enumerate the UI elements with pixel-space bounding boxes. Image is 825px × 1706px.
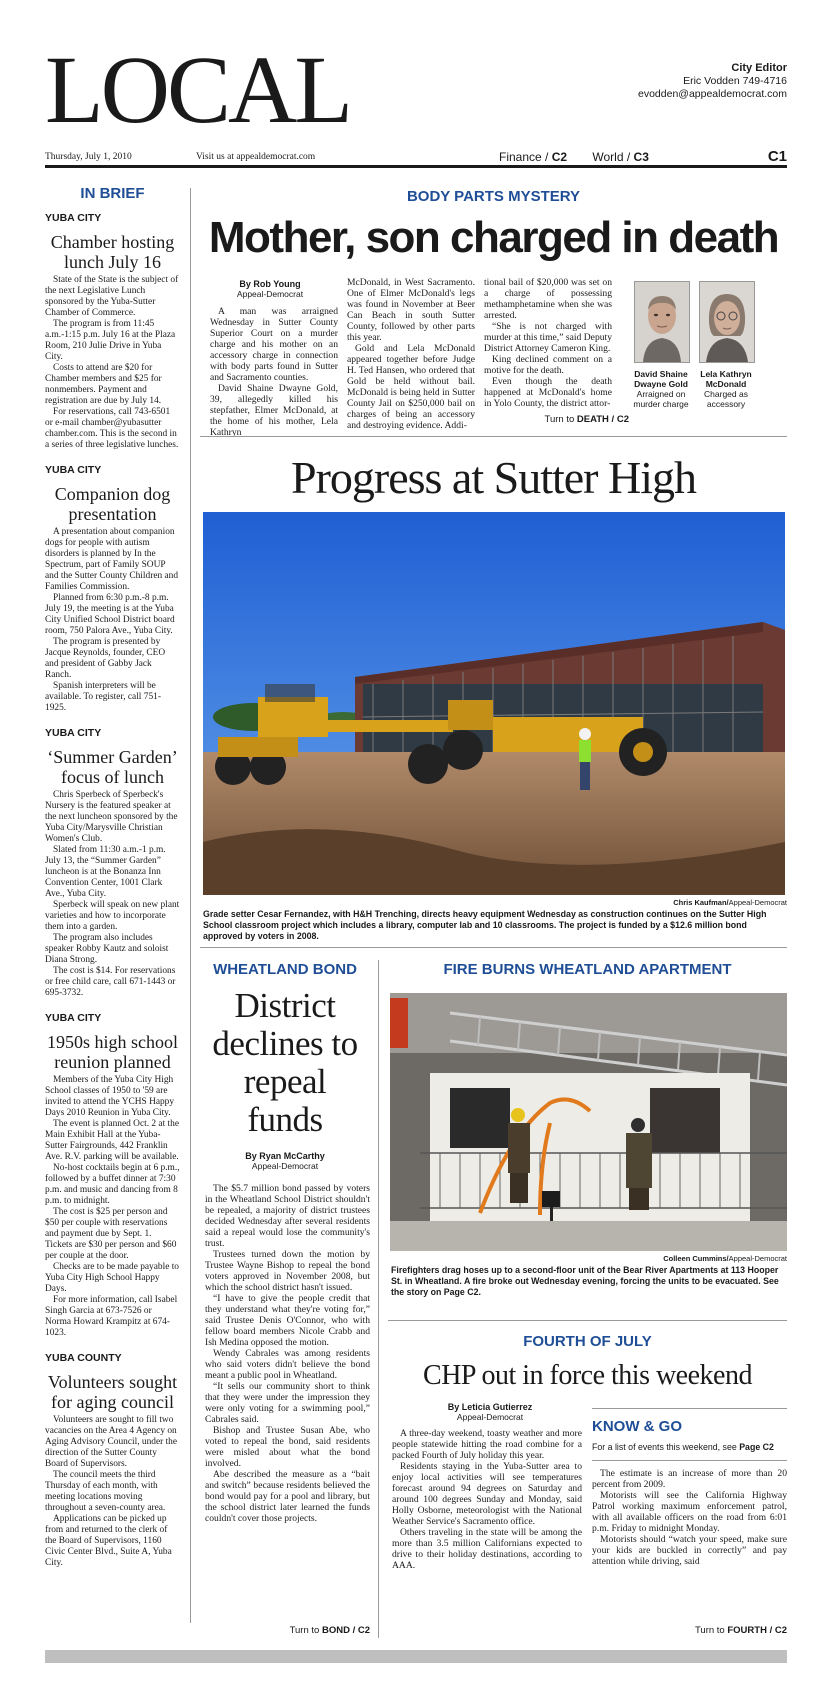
story-paragraph: Volunteers are sought to fill two vacancies on the Area 4 Agency on Aging Advisory Council, under the direction of the Sutter County Board of Supervisors. xyxy=(45,1415,178,1469)
section-refs xyxy=(499,150,671,164)
footer-bar xyxy=(45,1650,787,1663)
brief-body xyxy=(45,1415,180,1569)
story-paragraph: Trustees turned down the motion by Trustee Wayne Bishop to repeal the bond voters approved in November 2008, but which the school district hasn't issued. xyxy=(205,1249,370,1293)
feature-bottom-rule xyxy=(200,947,787,948)
story-paragraph: Costs to attend are $20 for Chamber members and $25 for nonmembers. Payment and registration are due by July 14. xyxy=(45,363,162,406)
story-paragraph: Slated from 11:30 a.m.-1 p.m. July 13, the “Summer Garden” luncheon is at the Bonanza Inn Convention Center, 1001 Clark Ave., Yuba City. xyxy=(45,845,166,899)
brief-body xyxy=(45,790,180,999)
story-paragraph: The program also includes speaker Robby Kautz and soloist Diana Strong. xyxy=(45,933,169,965)
section-masthead: LOCAL xyxy=(45,36,350,143)
issue-date: Thursday, July 1, 2010 xyxy=(45,152,132,162)
in-brief-kicker: IN BRIEF xyxy=(80,185,145,202)
fire-kicker: FIRE BURNS WHEATLAND APARTMENT xyxy=(443,961,732,978)
wheatland-headline[interactable]: District declines to repeal funds xyxy=(212,986,358,1139)
story-paragraph: King declined comment on a motive for the death. xyxy=(484,354,612,376)
july4-kicker: FOURTH OF JULY xyxy=(523,1333,652,1350)
story-paragraph: Others traveling in the state will be among the more than 3.5 million Californians expected to drive to their holiday destinations, according to AAA. xyxy=(392,1527,582,1571)
brief-headline[interactable]: ‘Summer Garden’ focus of lunch xyxy=(47,747,178,787)
brief-headline[interactable]: Chamber hosting lunch July 16 xyxy=(50,232,175,272)
story-paragraph: Motorists will see the California Highway Patrol working maximum enforcement patrol, with all available officers on the road from 6:01 p.m. Friday to midnight Monday. xyxy=(592,1490,787,1534)
fire-photo xyxy=(390,993,787,1251)
in-brief-column xyxy=(45,185,180,1582)
brief-dateline: YUBA CITY xyxy=(45,727,102,739)
story-paragraph: Bishop and Trustee Susan Abe, who voted to repeal the bond, said residents were misled about what the bond involved. xyxy=(205,1425,370,1469)
brief-item xyxy=(45,212,180,451)
story-paragraph: A presentation about companion dogs for people with autism disorders is planned by In the Spectrum, part of Family SOUP and the Sutter County Children and Families Commission. xyxy=(45,527,179,592)
lead-bottom-rule xyxy=(200,436,787,437)
story-paragraph: Applications can be picked up from and returned to the clerk of the Board of Supervisors, 1160 Civic Center Blvd., Suite A, Yuba City. xyxy=(45,1514,172,1568)
know-go-bottom-rule xyxy=(592,1460,787,1461)
wheatland-jump[interactable]: Turn to BOND / C2 xyxy=(289,1625,370,1636)
feature-photo-credit: Chris Kaufman/Appeal-Democrat xyxy=(673,898,787,907)
construction-photo-image xyxy=(203,512,785,895)
ref-world[interactable]: World / C3 xyxy=(592,150,649,164)
know-go-text[interactable]: For a list of events this weekend, see Page C2 xyxy=(592,1442,774,1452)
story-paragraph: The cost is $25 per person and $50 per couple with reservations and payment due by Sept. 1. Tickets are $30 per person and $60 per couple at the door. xyxy=(45,1207,177,1261)
know-go-top-rule xyxy=(592,1408,787,1409)
page-number: C1 xyxy=(767,148,787,165)
story-paragraph: Sperbeck will speak on new plant varieties and how to incorporate them into a garden. xyxy=(45,900,180,932)
mug-mcdonald-image xyxy=(700,282,754,362)
story-paragraph: Planned from 6:30 p.m.-8 p.m. July 19, the meeting is at the Yuba City Unified School District board room, 750 Palora Ave., Yuba City. xyxy=(45,593,175,636)
brief-dateline: YUBA COUNTY xyxy=(45,1352,122,1364)
story-paragraph: The program is from 11:45 a.m.-1:15 p.m. July 16 at the Plaza Room, 210 Julie Drive in Yuba City. xyxy=(45,319,176,362)
brief-dateline: YUBA CITY xyxy=(45,1012,102,1024)
brief-headline[interactable]: 1950s high school reunion planned xyxy=(46,1032,178,1072)
story-paragraph: The program is presented by Jacque Reynolds, founder, CEO and president of Gabby Jack Ranch. xyxy=(45,637,166,680)
lead-headline[interactable]: Mother, son charged in death xyxy=(208,213,779,262)
story-paragraph: Wendy Cabrales was among residents who said voters didn't believe the bond meant a public pool in Wheatland. xyxy=(205,1348,370,1381)
grade-setter-figure xyxy=(579,728,591,790)
brief-body xyxy=(45,275,180,451)
brief-headline[interactable]: Companion dog presentation xyxy=(54,484,171,524)
story-paragraph: Members of the Yuba City High School classes of 1950 to '59 are invited to attend the YCHS Happy Days 2010 Reunion in Yuba City. xyxy=(45,1075,175,1118)
story-paragraph: “I have to give the people credit that they understand what they're voting for,” said Trustee Denis O'Connor, who with fellow board members Nicole Crabb and Ish Medina opposed the motion. xyxy=(205,1293,370,1348)
feature-headline[interactable]: Progress at Sutter High xyxy=(290,452,696,503)
story-paragraph: The cost is $14. For reservations or free child care, call 671-1443 or 695-3732. xyxy=(45,966,176,998)
editor-email[interactable]: evodden@appealdemocrat.com xyxy=(638,88,787,100)
editor-name: Eric Vodden 749-4716 xyxy=(683,75,787,87)
story-paragraph: Motorists should “watch your speed, make sure your kids are buckled in correctly” and pay attention while driving, said xyxy=(592,1534,787,1567)
brief-body xyxy=(45,527,180,714)
feature-caption: Grade setter Cesar Fernandez, with H&H Trenching, directs heavy equipment Wednesday as construction continues on the Sutter High School classroom project which includes a library, computer lab and 10 classrooms. The project is funded by a $12.6 million bond approved by voters in 2008. xyxy=(203,909,767,941)
story-paragraph: “It sells our community short to think that they were under the impression they were only voting for a swimming pool,” Cabrales said. xyxy=(205,1381,370,1425)
column-rule-right xyxy=(378,960,379,1638)
masthead-rule xyxy=(45,165,787,168)
brief-item xyxy=(45,1012,180,1339)
ref-finance[interactable]: Finance / C2 xyxy=(499,150,568,164)
brief-item xyxy=(45,1352,180,1569)
july4-headline[interactable]: CHP out in force this weekend xyxy=(423,1360,752,1391)
july4-body xyxy=(392,1428,582,1571)
story-paragraph: Residents staying in the Yuba-Sutter area to enjoy local activities will see temperatures forecast around 94 degrees on Saturday and around 100 degrees Sunday and Monday, said Holly Osborne, meteorologist with the National Weather Service's Sacramento office. xyxy=(392,1461,582,1527)
mug-gold-image xyxy=(635,282,689,362)
wheatland-byline: By Ryan McCarthy Appeal-Democrat xyxy=(245,1151,325,1171)
story-paragraph: State of the State is the subject of the next Legislative Lunch sponsored by the Yuba-Sutter Chamber of Commerce. xyxy=(45,275,179,318)
mug-gold-photo xyxy=(634,281,690,363)
story-paragraph: tional bail of $20,000 was set on a charge of possessing methamphetamine when she was arrested. xyxy=(484,277,612,321)
lead-jump[interactable]: Turn to DEATH / C2 xyxy=(544,414,629,425)
fire-caption: Firefighters drag hoses up to a second-floor unit of the Bear River Apartments at 113 Hooper St. in Wheatland. A fire broke out Wednesday evening, forcing the units to be evacuated. See the story on Page C2. xyxy=(391,1265,779,1297)
story-paragraph: Chris Sperbeck of Sperbeck's Nursery is the featured speaker at the next luncheon sponsored by the Yuba City/Marysville Christian Women's Club. xyxy=(45,790,178,844)
story-paragraph: McDonald, in West Sacramento. One of Elmer McDonald's legs was found in November at Beer Can Beach in south Sutter County, followed by other parts this year. xyxy=(347,277,475,343)
brief-body xyxy=(45,1075,180,1339)
story-paragraph: Abe described the measure as a “bait and switch” because residents believed the bond would pay for a pool and library, but the school district later learned the funds couldn't cover those projects. xyxy=(205,1469,370,1524)
story-paragraph: For reservations, call 743-6501 or e-mail chamber@yubasutter chamber.com. This is the second in a series of three legislative lunches. xyxy=(45,407,179,450)
story-paragraph: Gold and Lela McDonald appeared together before Judge H. Ted Hansen, who ordered that Gold be held without bail. McDonald is being held in Sutter County Jail on $250,000 bail on charges of being an accessory and destroying evidence. Addi- xyxy=(347,343,475,431)
website-link[interactable]: Visit us at appealdemocrat.com xyxy=(196,152,316,162)
feature-photo xyxy=(203,512,785,895)
brief-dateline: YUBA CITY xyxy=(45,212,102,224)
wheatland-body xyxy=(205,1183,370,1524)
brief-item xyxy=(45,464,180,714)
story-paragraph: No-host cocktails begin at 6 p.m., followed by a buffet dinner at 7:30 p.m. and music and dancing from 8 p.m. to midnight. xyxy=(45,1163,180,1206)
july4-body-right xyxy=(592,1468,787,1567)
lead-col-2 xyxy=(347,277,475,431)
mug-gold-caption: David Shaine Dwayne Gold Arraigned on murder charge xyxy=(633,369,689,409)
lead-col-1 xyxy=(210,306,338,438)
lead-col-3 xyxy=(484,277,612,409)
editor-title: City Editor xyxy=(731,62,787,74)
brief-dateline: YUBA CITY xyxy=(45,464,102,476)
story-paragraph: Checks are to be made payable to Yuba City High School Happy Days. xyxy=(45,1262,179,1294)
mug-mcdonald-photo xyxy=(699,281,755,363)
city-editor-contact xyxy=(638,62,787,101)
brief-headline[interactable]: Volunteers sought for aging council xyxy=(47,1372,178,1412)
july4-jump[interactable]: Turn to FOURTH / C2 xyxy=(694,1625,787,1636)
story-paragraph: The event is planned Oct. 2 at the Main Exhibit Hall at the Yuba-Sutter Fairgrounds, 442 Franklin Ave. R.V. parking will be available. xyxy=(45,1119,179,1162)
brief-item xyxy=(45,727,180,999)
july4-byline: By Leticia Gutierrez Appeal-Democrat xyxy=(447,1402,533,1422)
lead-kicker: BODY PARTS MYSTERY xyxy=(406,188,581,205)
story-paragraph: The estimate is an increase of more than 20 percent from 2009. xyxy=(592,1468,787,1490)
lead-byline: By Rob Young Appeal-Democrat xyxy=(236,279,304,299)
story-paragraph: David Shaine Dwayne Gold, 39, allegedly killed his stepfather, Elmer McDonald, at the home of his mother, Lela Kathryn xyxy=(210,383,338,438)
story-paragraph: The council meets the third Thursday of each month, with meeting locations moving throughout a seven-county area. xyxy=(45,1470,166,1513)
story-paragraph: Even though the death happened at McDonald's home in Yolo County, the district attor- xyxy=(484,376,612,409)
fire-bottom-rule xyxy=(388,1320,787,1321)
column-rule-left xyxy=(190,188,191,1623)
wheatland-kicker: WHEATLAND BOND xyxy=(213,961,357,978)
mug-mcdonald-caption: Lela Kathryn McDonald Charged as accessory xyxy=(700,369,752,409)
fire-photo-credit: Colleen Cummins/Appeal-Democrat xyxy=(663,1254,787,1263)
story-paragraph: The $5.7 million bond passed by voters in the Wheatland School District shouldn't be repealed, a majority of district trustees decided Wednesday after several residents said a repeal would lose the community's trust. xyxy=(205,1183,370,1249)
story-paragraph: For more information, call Isabel Singh Garcia at 673-7526 or Norma Howard Krampitz at 674-1023. xyxy=(45,1295,178,1338)
story-paragraph: “She is not charged with murder at this time,” said Deputy District Attorney Cameron King. xyxy=(484,321,612,354)
story-paragraph: A three-day weekend, toasty weather and more people statewide hitting the road combine for a packed Fourth of July holiday this year. xyxy=(392,1428,582,1461)
story-paragraph: Spanish interpreters will be available. To register, call 751-1925. xyxy=(45,681,161,713)
story-paragraph: A man was arraigned Wednesday in Sutter County Superior Court on a murder charge and his mother on an accessory charge in connection with body parts found in Sutter and Sacramento counties. xyxy=(210,306,338,383)
fire-photo-image xyxy=(390,993,787,1251)
know-go-title: KNOW & GO xyxy=(592,1418,682,1435)
